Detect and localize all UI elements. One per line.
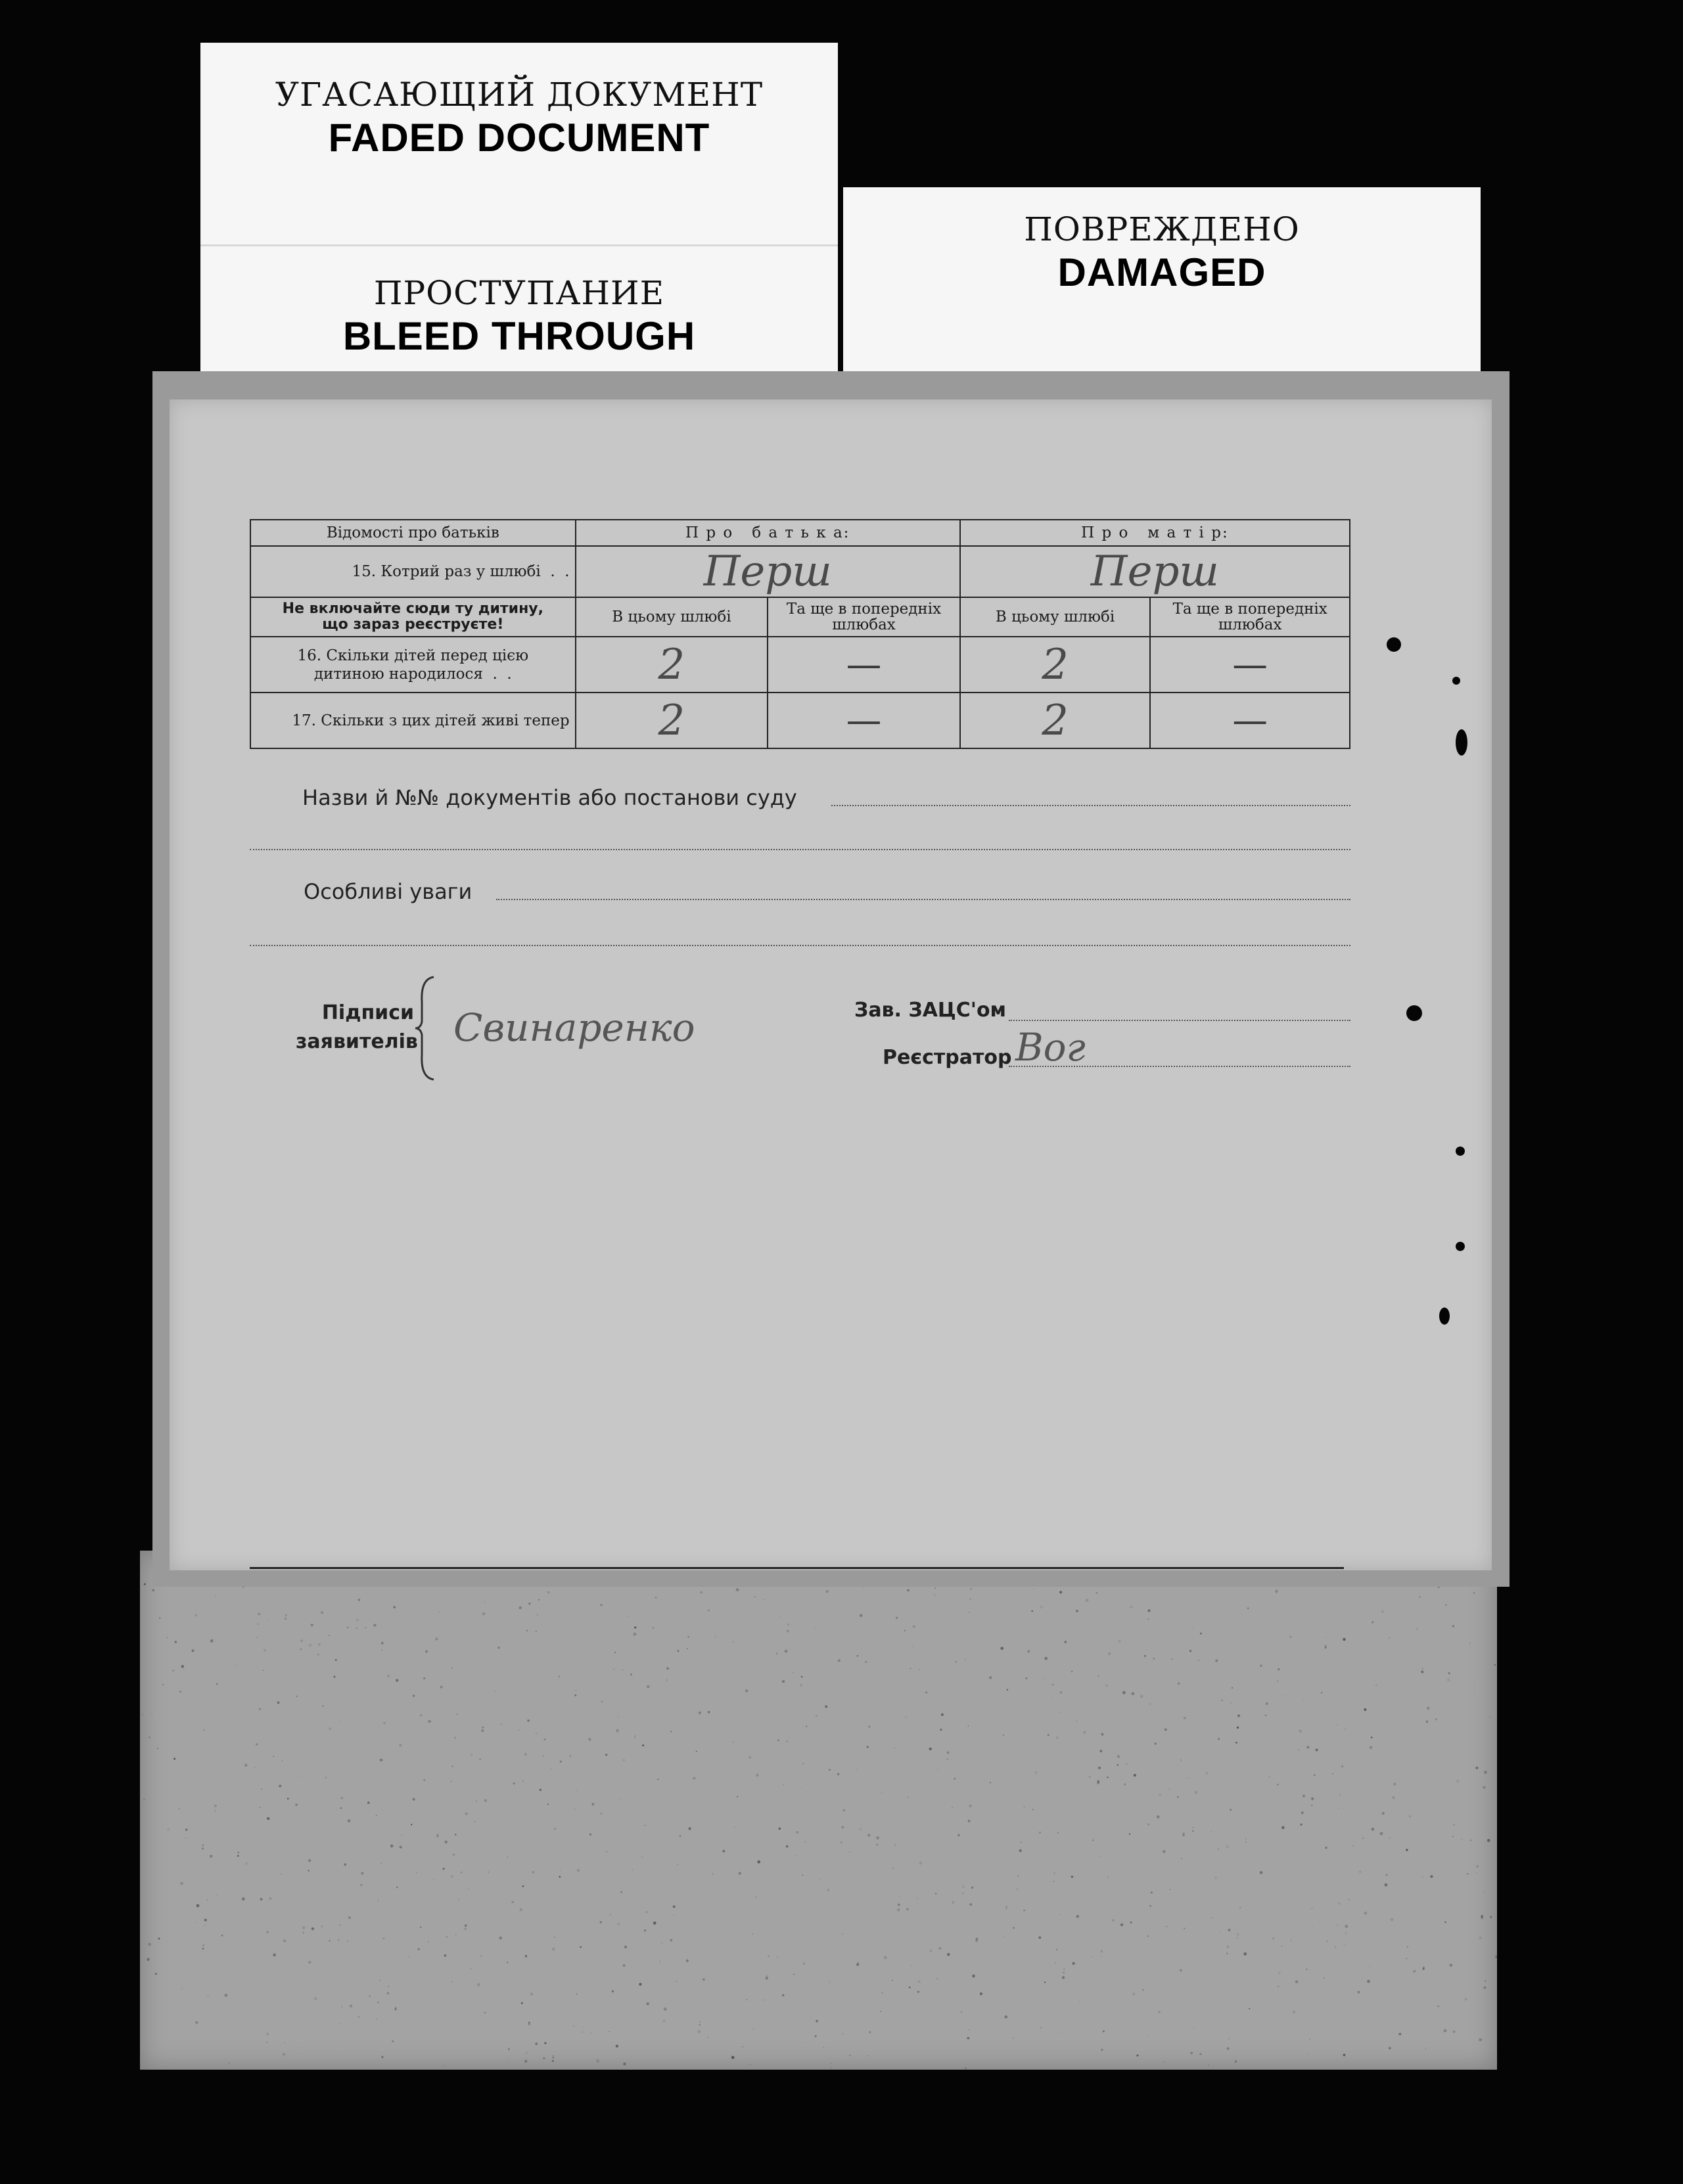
applicants-label-line2: заявителів	[296, 1030, 418, 1053]
documents-line-2	[250, 849, 1350, 850]
damage-hole	[1456, 729, 1467, 756]
applicants-label-line1: Підписи	[321, 1001, 414, 1024]
damage-hole	[1456, 1242, 1465, 1251]
row16-mother-prev-value: —	[1232, 644, 1268, 685]
faded-flag-russian: УГАСАЮЩИЙ ДОКУМЕНТ	[275, 76, 764, 114]
table-row-17	[250, 693, 1350, 748]
damaged-flag-russian: ПОВРЕЖДЕНО	[1024, 210, 1300, 248]
row16-label	[250, 637, 576, 693]
remarks-label: Особливі уваги	[304, 879, 473, 904]
applicants-signatures-label	[296, 999, 418, 1057]
damaged-flag	[843, 187, 1481, 375]
table-row-16	[250, 637, 1350, 693]
subheader-father-previous-line2: шлюбах	[832, 616, 896, 633]
damage-hole	[1387, 637, 1401, 652]
subheader-father-previous-line1: Та ще в попередніх	[786, 601, 942, 618]
bleed-through-flag	[200, 244, 838, 378]
documents-line-1	[831, 805, 1350, 806]
subheader-note-line2: що зараз реєструєте!	[322, 616, 504, 633]
subheader-mother-previous-line2: шлюбах	[1218, 616, 1282, 633]
applicants-brace	[414, 976, 440, 1081]
row15-mother-handwriting: Перш	[1090, 547, 1220, 596]
row16-father-prev	[768, 637, 960, 693]
row16-father-this-value: 2	[658, 640, 685, 689]
subheader-father-previous	[768, 597, 960, 637]
row17-father-prev	[768, 693, 960, 748]
row16-father-prev-value: —	[846, 644, 882, 685]
head-zags-line	[1009, 1020, 1350, 1021]
bleed-flag-russian: ПРОСТУПАНИЕ	[373, 274, 665, 312]
subheader-mother-previous	[1150, 597, 1350, 637]
row17-mother-this	[960, 693, 1151, 748]
header-mother: П р о м а т і р:	[960, 520, 1350, 546]
row16-mother-this	[960, 637, 1151, 693]
bottom-rule	[250, 1567, 1344, 1569]
damage-hole	[1452, 677, 1460, 685]
faded-document-flag	[200, 43, 838, 253]
head-zags-label: Зав. ЗАЦС'ом	[854, 999, 1007, 1022]
table-header-row	[250, 520, 1350, 546]
row17-mother-this-value: 2	[1042, 696, 1069, 745]
subheader-note	[250, 597, 576, 637]
subheader-father-this: В цьому шлюбі	[576, 597, 768, 637]
row16-mother-this-value: 2	[1042, 640, 1069, 689]
row16-label-line1: 16. Скільки дітей перед цією	[297, 647, 529, 664]
subheader-mother-this: В цьому шлюбі	[960, 597, 1151, 637]
subheader-mother-previous-line1: Та ще в попередніх	[1172, 601, 1327, 618]
row15-label: 15. Котрий раз у шлюбі . .	[250, 546, 576, 597]
header-father: П р о б а т ь к а:	[576, 520, 960, 546]
damaged-flag-english: DAMAGED	[1057, 250, 1266, 294]
damage-hole	[1456, 1147, 1465, 1156]
table-subheader-row	[250, 597, 1350, 637]
documents-label: Назви й №№ документів або постанови суду	[302, 785, 797, 810]
cardboard-texture	[140, 1551, 1497, 2070]
row16-label-line2: дитиною народилося . .	[313, 665, 512, 683]
row17-label: 17. Скільки з цих дітей живі тепер	[250, 693, 576, 748]
row17-father-this-value: 2	[658, 696, 685, 745]
bleed-flag-english: BLEED THROUGH	[342, 314, 696, 358]
row16-father-this	[576, 637, 768, 693]
remarks-line-2	[250, 945, 1350, 946]
damage-hole	[1406, 1005, 1422, 1021]
applicant-signature: Свинаренко	[453, 1005, 695, 1050]
row17-mother-prev	[1150, 693, 1350, 748]
registrar-signature: Вог	[1015, 1025, 1086, 1070]
remarks-line-1	[496, 899, 1350, 900]
row16-mother-prev	[1150, 637, 1350, 693]
damage-hole	[1439, 1308, 1450, 1325]
subheader-note-line1: Не включайте сюди ту дитину,	[282, 601, 543, 617]
parents-info-table	[250, 519, 1350, 749]
row15-father-handwriting: Перш	[703, 547, 832, 596]
registrar-label: Реєстратор	[883, 1046, 1012, 1069]
row15-father-value	[576, 546, 960, 597]
row15-mother-value	[960, 546, 1350, 597]
header-parents-info: Відомості про батьків	[250, 520, 576, 546]
faded-flag-english: FADED DOCUMENT	[328, 116, 710, 160]
row17-father-this	[576, 693, 768, 748]
table-row-15	[250, 546, 1350, 597]
row17-mother-prev-value: —	[1232, 700, 1268, 741]
row17-father-prev-value: —	[846, 700, 882, 741]
